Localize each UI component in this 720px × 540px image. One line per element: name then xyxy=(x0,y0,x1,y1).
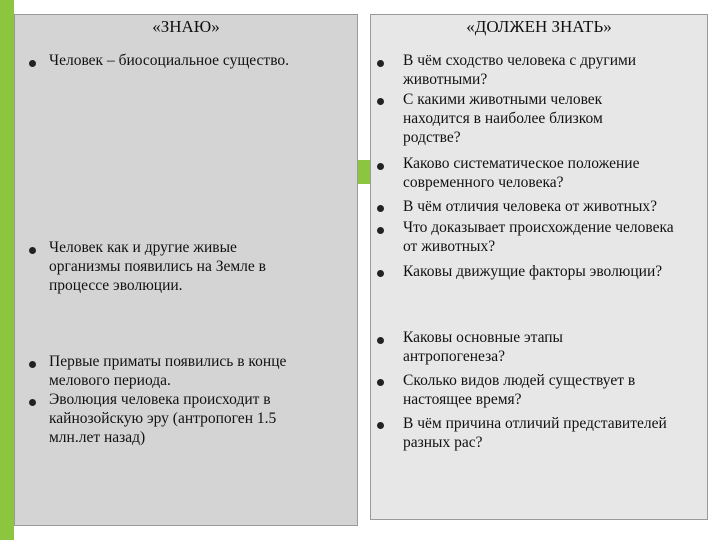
know-item-1: Человек – биосоциальное существо. xyxy=(49,52,290,69)
bullet-icon xyxy=(29,361,36,368)
know-item-4: Эволюция человека происходит в кайнозойскую эру (антропоген 1.5 млн.лет назад) xyxy=(49,391,277,446)
bullet-icon xyxy=(377,205,384,212)
should-know-item-1: В чём сходство человека с другими животными? xyxy=(403,52,637,88)
should-know-item-9: В чём причина отличий представителей разных рас? xyxy=(403,415,667,451)
bullet-icon xyxy=(377,163,384,170)
bullet-icon xyxy=(29,60,36,67)
bullet-icon xyxy=(377,337,384,344)
bullet-icon xyxy=(29,399,36,406)
should-know-item-8: Сколько видов людей существует в настоящее время? xyxy=(403,372,636,408)
bullet-icon xyxy=(377,270,384,277)
bullet-icon xyxy=(377,98,384,105)
should-know-item-3: Каково систематическое положение современного человека? xyxy=(403,155,640,191)
should-know-column xyxy=(370,14,708,520)
should-know-column-title: «ДОЛЖЕН ЗНАТЬ» xyxy=(466,17,612,36)
bullet-icon xyxy=(377,60,384,67)
should-know-item-7: Каковы основные этапы антропогенеза? xyxy=(403,329,563,365)
bullet-icon xyxy=(377,422,384,429)
should-know-item-5: Что доказывает происхождение человека от животных? xyxy=(403,219,674,255)
know-column xyxy=(14,14,358,526)
left-accent-bar xyxy=(0,0,14,540)
should-know-item-4: В чём отличия человека от животных? xyxy=(403,198,658,215)
know-item-2: Человек как и другие живые организмы появились на Земле в процессе эволюции. xyxy=(49,239,266,294)
should-know-item-2: С какими животными человек находится в наиболее близком родстве? xyxy=(403,91,603,146)
middle-accent-block xyxy=(358,160,370,184)
know-item-3: Первые приматы появились в конце мелового периода. xyxy=(49,353,287,389)
bullet-icon xyxy=(377,379,384,386)
bullet-icon xyxy=(29,247,36,254)
should-know-item-6: Каковы движущие факторы эволюции? xyxy=(403,263,663,280)
know-column-title: «ЗНАЮ» xyxy=(152,17,220,36)
bullet-icon xyxy=(377,227,384,234)
